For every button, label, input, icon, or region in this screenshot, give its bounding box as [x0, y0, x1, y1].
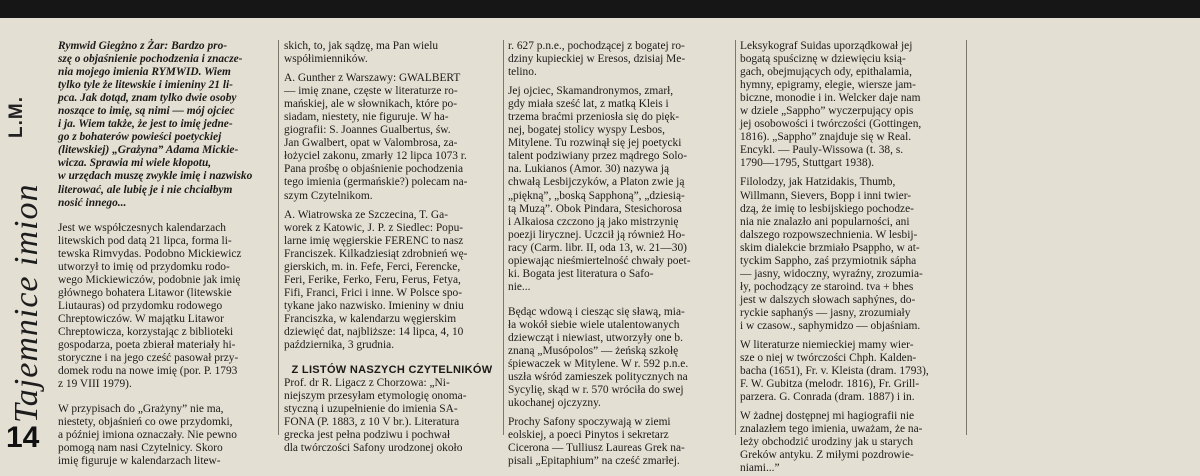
text-line: Feri, Ferike, Ferko, Feru, Ferus, Fetya, [284, 273, 461, 286]
column-rule [278, 40, 279, 435]
text-line: niestety, objaśnień co owe przydomki, [58, 416, 233, 429]
text-line: — imię znane, częste w literaturze ro- [284, 85, 458, 98]
text-line: gdy miała sześć lat, z matką Kleis i [508, 98, 669, 111]
text-line: pomogą nam nasi Czytelnicy. Skoro [58, 442, 223, 455]
text-line: w dziele „Sappho” wyczerpujący opis [740, 105, 914, 118]
text-line: tewska Rimvydas. Podobno Mickiewicz [58, 247, 242, 260]
text-line: Filolodzy, jak Hatzidakis, Thumb, [740, 176, 896, 189]
text-line: opiewając nieśmiertelność chwały poet- [508, 254, 691, 267]
text-column-5 [972, 40, 1194, 440]
text-line: noszące to imię, są nimi — mój ojciec [58, 105, 235, 118]
text-line: Jest we współczesnych kalendarzach [58, 221, 226, 234]
text-line: 1816). „Sappho” znajduje się w Real. [740, 131, 912, 144]
text-line: (litewskiej) „Grażyna” Adama Mickie- [58, 144, 239, 157]
text-line: jej osobowości i twórczości (Gottingen, [740, 118, 922, 131]
text-line: — jasny, widoczny, wyraźny, zrozumia- [740, 267, 923, 280]
text-line: racy (Carm. libr. II, oda 13, w. 21—30) [508, 241, 687, 254]
text-line: storyczne i na jego cześć pasował przy- [58, 352, 239, 365]
text-line: utworzył to imię od przydomku rodo- [58, 260, 230, 273]
text-line: tykane jako nazwisko. Imieniny w dniu [284, 299, 464, 312]
text-line: znaną „Musópolos” — żeńską szkołę [508, 345, 679, 358]
text-line: litewskich pod datą 21 lipca, forma li- [58, 234, 232, 247]
paragraph-gap [508, 294, 730, 306]
text-line: niejszym przesyłam etymologię onoma- [284, 390, 467, 403]
text-line: Willmann, Sievers, Bopp i inni twier- [740, 189, 912, 202]
text-line: Greków antyku. Z miłymi pozdrowie- [740, 449, 914, 462]
text-line: Sycylię, skąd w r. 570 wróciła do swej [508, 384, 684, 397]
text-line: w urzędach muszę zwykle imię i nazwisko [58, 170, 253, 183]
text-line: wicza. Sprawia mi wiele kłopotu, [58, 157, 212, 170]
text-line: bogatą spuściznę w dziewięciu ksią- [740, 53, 906, 66]
text-line: szym Czytelnikom. [284, 189, 373, 202]
column-rule [966, 40, 967, 435]
paragraph-gap [58, 210, 274, 222]
text-line: leży obchodzić urodziny jak u starych [740, 436, 914, 449]
text-line: gospodarza, poeta zbierał materiały hi- [58, 339, 236, 352]
text-line: larne imię węgierskie FERENC to nasz [284, 234, 464, 247]
text-line: niami...” [740, 462, 780, 475]
text-line: A. Gunther z Warszawy: GWALBERT [284, 72, 461, 85]
paragraph-gap [284, 352, 500, 364]
text-line: dziewięć dat, najbliższe: 14 lipca, 4, 10 [284, 325, 464, 338]
text-line: tyckim Sappho, zaś przymiotnik sápha [740, 254, 917, 267]
text-line: i Alkaiosa czczono ją jako mistrzynię [508, 215, 679, 228]
text-line: „piękną”, „boską Sapphoną”, „dziesią- [508, 189, 685, 202]
text-line: tylko tyle że litewskie i imieniny 21 li- [58, 79, 233, 92]
text-line: mańskiej, ale w słownikach, które po- [284, 98, 458, 111]
text-line: parzera. G. Conrada (dram. 1887) i in. [740, 391, 915, 404]
page-number: 14 [6, 421, 40, 454]
text-line: Liutauras) od przydomku rodowego [58, 299, 223, 312]
paragraph-gap [58, 391, 274, 403]
letters-section-heading: Z LISTÓW NASZYCH CZYTELNIKÓW [291, 364, 493, 377]
text-line: jest w dalszych słowach saphýnes, do- [740, 293, 916, 306]
text-line: z 19 VIII 1979). [58, 378, 132, 391]
text-line: Pana prośbę o objaśnienie pochodzenia [284, 163, 464, 176]
text-line: Franciszka, w kalendarzu węgierskim [284, 312, 457, 325]
text-line: go z bohaterów powieści poetyckiej [58, 131, 222, 144]
text-line: chwałą Lesbijczyków, a Platon zwie ją [508, 176, 685, 189]
text-line: Chreptowicza, korzystając z biblioteki [58, 325, 234, 338]
text-line: skich, to, jak sądzę, ma Pan wielu [284, 40, 439, 52]
text-line: siadam, niestety, nie figuruje. W ha- [284, 111, 449, 124]
text-line: literować, ale lubię je i nie chciałbym [58, 183, 233, 196]
text-line: styczną i uzupełnienie do imienia SA- [284, 403, 458, 416]
text-line: znalazłem tego imienia, uważam, że na- [740, 423, 923, 436]
text-line: hymny, epigramy, elegie, wiersze jam- [740, 79, 916, 92]
text-line: talent podziwiany przez mądrego Solo- [508, 150, 688, 163]
text-line: W przypisach do „Grażyny” nie ma, [58, 403, 224, 416]
text-line: gierskich, m. in. Fefe, Ferci, Ferencke, [284, 260, 461, 273]
text-line: domek rodu na nowe imię (por. P. 1793 [58, 365, 238, 378]
text-line: A. Wiatrowska ze Szczecina, T. Ga- [284, 208, 449, 221]
text-line: biczne, monodie i in. Welcker daje nam [740, 92, 921, 105]
text-line: ki. Bogata jest literatura o Safo- [508, 267, 654, 280]
text-line: Prochy Safony spoczywają w ziemi [508, 416, 671, 429]
text-line: współimienników. [284, 53, 368, 66]
text-line: W żadnej dostępnej mi hagiografii nie [740, 410, 915, 423]
text-line: szę o objaśnienie pochodzenia i znacze- [58, 53, 243, 66]
text-line: ukochanej ojczyzny. [508, 397, 601, 410]
text-line: i w czasow., saphymidzo — objaśniam. [740, 319, 921, 332]
header-black-bar [0, 0, 1200, 18]
text-line: pca. Jak dotąd, znam tylko dwie osoby [58, 92, 237, 105]
column-rule [503, 40, 504, 435]
text-line: poezji lirycznej. Uczcił ją również Ho- [508, 228, 686, 241]
text-line: giografii: S. Joannes Gualbertus, św. [284, 124, 451, 137]
text-line: Encykl. — Pauly-Wissowa (t. 38, s. [740, 144, 904, 157]
text-line: uszła wśród zamieszek politycznych na [508, 371, 688, 384]
text-line: października, 3 grudnia. [284, 339, 395, 352]
text-line: Franciszek. Kilkadziesiąt zdrobnień wę- [284, 247, 468, 260]
text-line: nia mojego imienia RYMWID. Wiem [58, 66, 231, 79]
text-column-1 [58, 40, 274, 468]
text-line: Leksykograf Suidas uporządkował jej [740, 40, 913, 52]
text-line: 1790—1795, Stuttgart 1938). [740, 157, 875, 170]
text-line: i ja. Wiem także, że jest to imię jedne- [58, 118, 233, 131]
text-line: głównego bohatera Litawor (litewskie [58, 286, 232, 299]
text-line: ły, pochodzący ze staroind. tva + bhes [740, 280, 914, 293]
text-line: nosić innego... [58, 196, 127, 209]
text-line: ła wokół siebie wiele utalentowanych [508, 318, 680, 331]
text-line: na. Lukianos (Amor. 30) nazywa ją [508, 163, 670, 176]
section-title: Tajemnice imion [8, 183, 45, 423]
text-line: Jej ojciec, Skamandronymos, zmarł, [508, 85, 674, 98]
text-line: Rymwid Giegżno z Żar: Bardzo pro- [58, 40, 228, 52]
text-line: tego imienia (germańskie?) polecam na- [284, 176, 468, 189]
text-line: Chreptowiczów. W majątku Litawor [58, 312, 224, 325]
text-line: tą Muzą”. Obok Pindara, Stesichorosa [508, 202, 682, 215]
text-line: Jan Gwalbert, opat w Valombrosa, za- [284, 137, 458, 150]
text-line: sze o niej w twórczości Chph. Kalden- [740, 352, 917, 365]
text-line: eolskiej, a poeci Pinytos i sekretarz [508, 429, 669, 442]
column-rule [735, 40, 736, 435]
text-line: Mitylene. Tu rozwinął się jej poetycki [508, 137, 682, 150]
text-line: śpiewaczek w Mitylene. W r. 592 p.n.e. [508, 358, 689, 371]
text-line: Fifi, Franci, Frici i inne. W Polsce spo- [284, 286, 463, 299]
text-line: Prof. dr R. Ligacz z Chorzowa: „Ni- [284, 377, 450, 390]
text-line: dziny kupieckiej w Eresos, dzisiaj Me- [508, 53, 686, 66]
text-line: bacha (1651), Fr. v. Kleista (dram. 1793), [740, 365, 929, 378]
text-line: gach, obejmujących ody, epithalamia, [740, 66, 912, 79]
text-line: grecka jest pełna podziwu i pochwał [284, 429, 451, 442]
text-line: nia nie znalazło ani popularności, ani [740, 215, 910, 228]
text-line: pisali „Epitaphium” na cześć zmarłej. [508, 455, 680, 468]
text-line: r. 627 p.n.e., pochodzącej z bogatej ro- [508, 40, 685, 52]
author-initials: L.M. [6, 96, 27, 138]
text-line: dzą, że imię to lesbijskiego pochodze- [740, 202, 914, 215]
text-column-2 [284, 40, 500, 455]
text-line: Będąc wdową i ciesząc się sławą, mia- [508, 305, 685, 318]
text-line: łożyciel zakonu, zmarły 12 lipca 1073 r. [284, 150, 467, 163]
text-line: skim dialekcie brzmiało Psappho, w at- [740, 241, 920, 254]
text-line: F. W. Gubitza (melodr. 1816), Fr. Grill- [740, 378, 920, 391]
text-line: nej, bogatej stolicy wyspy Lesbos, [508, 124, 665, 137]
page-margin [0, 18, 48, 454]
text-line: trzema braćmi przeniosła się do pięk- [508, 111, 680, 124]
text-line: FONA (P. 1883, z 10 V br.). Literatura [284, 416, 460, 429]
text-column-3 [508, 40, 730, 468]
text-line: Cicerona — Tulliusz Laureas Grek na- [508, 442, 685, 455]
text-line: a później imiona oznaczały. Nie pewno [58, 429, 237, 442]
text-column-4 [740, 40, 962, 475]
text-line: W literaturze niemieckiej mamy wier- [740, 339, 914, 352]
text-line: dziewcząt i niewiast, utworzyły one b. [508, 331, 683, 344]
text-line: nie... [508, 280, 531, 293]
text-line: telino. [508, 66, 537, 79]
text-line: dla twórczości Safony urodzonej około [284, 442, 463, 455]
text-line: dalszego rozpowszechnienia. W lesbij- [740, 228, 918, 241]
text-line: ryckie saphanýs — jasny, zrozumiały [740, 306, 911, 319]
text-line: imię figuruje w kalendarzach litew- [58, 455, 221, 468]
text-line: wego Mickiewiczów, podobnie jak imię [58, 273, 241, 286]
text-line: worek z Katowic, J. P. z Siedlec: Popu- [284, 221, 464, 234]
